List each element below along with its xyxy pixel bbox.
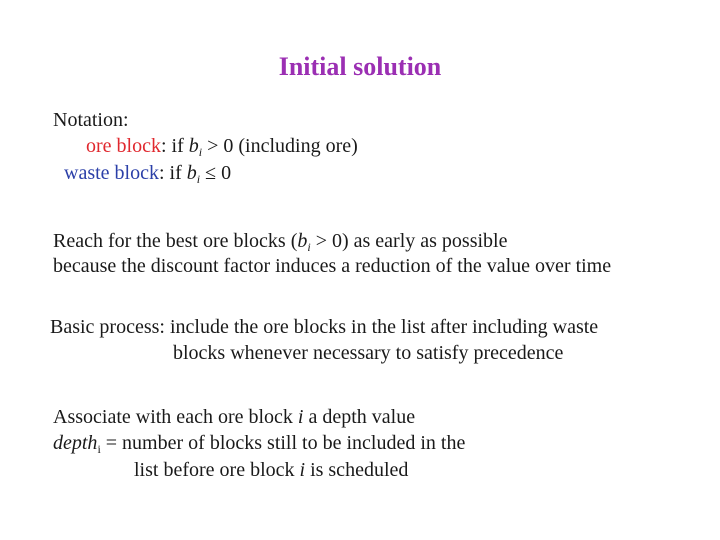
waste-block-definition xyxy=(64,161,231,185)
waste-var: b xyxy=(186,162,197,184)
waste-condition-suffix: ≤ 0 xyxy=(200,162,232,184)
assoc-line3-a: list before ore block xyxy=(134,459,300,481)
reach-line-1 xyxy=(53,229,508,253)
basic-line-2: blocks whenever necessary to satisfy precedence xyxy=(173,342,564,364)
assoc-line-3 xyxy=(134,458,408,482)
waste-block-label: waste block xyxy=(64,162,159,184)
assoc-line3-b: is scheduled xyxy=(305,459,409,481)
slide-title: Initial solution xyxy=(278,52,442,81)
reach-line1-b: > 0) as early as possible xyxy=(310,230,508,252)
ore-var: b xyxy=(188,135,199,157)
waste-sub: i xyxy=(196,172,201,186)
notation-heading: Notation: xyxy=(53,109,129,131)
ore-sub: i xyxy=(198,145,203,159)
assoc-line1-var: i xyxy=(297,406,304,428)
reach-line-2: because the discount factor induces a reduction of the value over time xyxy=(53,255,612,277)
reach-sub: i xyxy=(307,240,311,254)
waste-condition-prefix: : if xyxy=(158,162,187,184)
depth-sub: i xyxy=(97,442,101,456)
assoc-line1-a: Associate with each ore block xyxy=(53,406,298,428)
basic-line-1: Basic process: include the ore blocks in the list after including waste xyxy=(50,316,599,338)
reach-var: b xyxy=(297,230,308,252)
reach-line1-a: Reach for the best ore blocks ( xyxy=(53,230,298,252)
assoc-line1-b: a depth value xyxy=(303,406,416,428)
assoc-line2-b: = number of blocks still to be included in the xyxy=(100,432,466,454)
depth-var: depth xyxy=(53,432,98,454)
ore-block-label: ore block xyxy=(86,135,161,157)
assoc-line-2 xyxy=(53,431,465,455)
ore-condition-prefix: : if xyxy=(160,135,189,157)
ore-condition-suffix: > 0 (including ore) xyxy=(202,135,358,157)
assoc-line-1 xyxy=(53,405,415,429)
ore-block-definition xyxy=(86,134,358,158)
assoc-line3-var: i xyxy=(299,459,306,481)
